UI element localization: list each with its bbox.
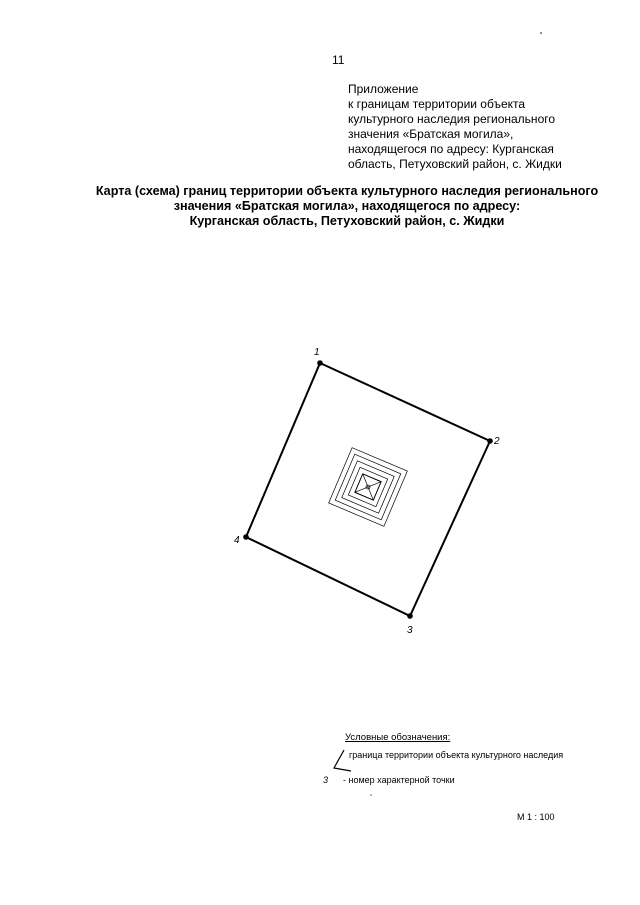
point-label-2: 2: [494, 436, 500, 447]
appendix-line: Приложение: [348, 82, 419, 96]
point-label-4: 4: [234, 535, 240, 546]
point-label-3: 3: [407, 625, 413, 636]
monument-diagonal: [355, 474, 381, 500]
boundary-point-4: [243, 534, 249, 540]
title-line: Карта (схема) границ территории объекта культурного наследия регионального: [95, 184, 599, 198]
appendix-line: находящегося по адресу: Курганская: [348, 142, 554, 156]
appendix-line: культурного наследия регионального: [348, 112, 556, 126]
point-label-1: 1: [314, 347, 320, 358]
appendix-line: к границам территории объекта: [348, 97, 526, 111]
appendix-line: область, Петуховский район, с. Жидки: [348, 157, 562, 171]
legend-dot: [370, 794, 371, 795]
territory-boundary: [246, 363, 490, 616]
title-line: Курганская область, Петуховский район, с. Жидки: [189, 214, 505, 228]
boundary-point-3: [407, 613, 413, 619]
legend-point-label: - номер характерной точки: [343, 775, 455, 785]
map-scale: М 1 : 100: [517, 812, 555, 822]
stray-dot: [540, 32, 542, 34]
grave-monument-icon: [329, 448, 408, 527]
appendix-line: значения «Братская могила»,: [348, 127, 514, 141]
boundary-point-1: [317, 360, 323, 366]
boundary-point-2: [487, 438, 493, 444]
legend-point-number: 3: [323, 775, 329, 785]
title-line: значения «Братская могила», находящегося по адресу:: [173, 199, 521, 213]
legend-border-label: граница территории объекта культурного наследия: [349, 750, 564, 760]
page-number: 11: [332, 53, 345, 67]
legend-title: Условные обозначения:: [345, 732, 451, 743]
